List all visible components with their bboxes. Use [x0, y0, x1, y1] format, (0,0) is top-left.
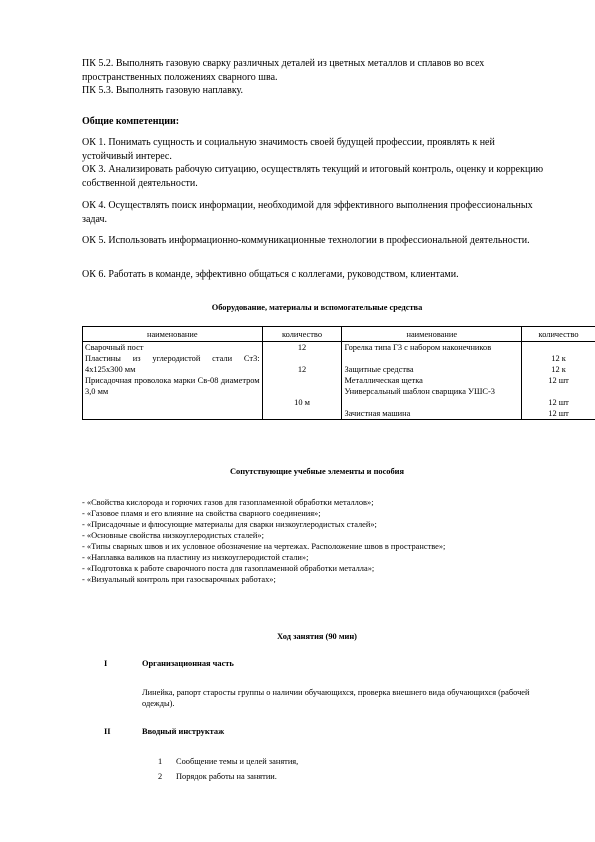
list-item: - «Основные свойства низкоуглеродистых сталей»;: [82, 531, 264, 540]
pk-5-2: ПК 5.2. Выполнять газовую сварку различных деталей из цветных металлов и сплавов во всех пространственных положениях сварного шва.: [82, 58, 485, 83]
section-1-title: Организационная часть: [142, 659, 234, 668]
section-1-text: Линейка, рапорт старосты группы о наличии обучающихся, проверка внешнего вида обучающихся (рабочей одежды).: [142, 688, 530, 708]
table-qty: 12 шт: [548, 376, 569, 385]
step-2-text: Порядок работы на занятии.: [176, 772, 277, 781]
table-item: Металлическая щетка: [344, 376, 423, 385]
aids-title: Сопутствующие учебные элементы и пособия: [229, 467, 405, 476]
table-qty: 12: [297, 365, 307, 374]
header-name-right: наименование: [342, 327, 522, 342]
ok-5: ОК 5. Использовать информационно-коммуникационные технологии в профессиональной деятельности.: [82, 235, 530, 246]
header-qty-left: количество: [262, 327, 342, 342]
general-competencies-heading: Общие компетенции:: [82, 116, 180, 127]
section-2-number: II: [104, 727, 111, 736]
ok-1-3: [82, 136, 544, 190]
section-2-title: Вводный инструктаж: [142, 727, 225, 736]
equipment-title: Оборудование, материалы и вспомогательные средства: [211, 303, 423, 312]
equipment-table: [82, 326, 595, 420]
table-qty: 12 к: [551, 365, 566, 374]
ok-1: ОК 1. Понимать сущность и социальную значимость своей будущей профессии, проявлять к ней устойчивый интерес.: [82, 137, 495, 162]
list-item: - «Визуальный контроль при газосварочных работах»;: [82, 575, 276, 584]
ok-3: ОК 3. Анализировать рабочую ситуацию, осуществлять текущий и итоговый контроль, оценку и коррекцию собственной деятельности.: [82, 164, 544, 189]
list-item: - «Подготовка к работе сварочного поста для газопламенной обработки металла»;: [82, 564, 375, 573]
right-qty-cell: [522, 342, 595, 420]
professional-competencies: [82, 57, 544, 98]
list-item: - «Газовое пламя и его влияние на свойства сварного соединения»;: [82, 509, 321, 518]
list-item: - «Наплавка валиков на пластину из низкоуглеродистой стали»;: [82, 553, 309, 562]
equipment-body-row: [83, 342, 595, 420]
list-item: - «Типы сварных швов и их условное обозначение на чертежах. Расположение швов в пространстве»;: [82, 542, 446, 551]
left-names-cell: [83, 342, 263, 420]
right-names-cell: [342, 342, 522, 420]
table-qty: 10 м: [294, 398, 310, 407]
table-item: Пластины из углеродистой стали Ст3: 4х125х300 мм: [85, 354, 260, 374]
table-item: Универсальный шаблон сварщика УШС-3: [344, 387, 495, 396]
left-qty-cell: [262, 342, 342, 420]
list-item: - «Свойства кислорода и горючих газов для газопламенной обработки металлов»;: [82, 498, 374, 507]
section-1-number: I: [104, 659, 108, 668]
step-1-text: Сообщение темы и целей занятия,: [176, 757, 299, 766]
table-qty: 12 к: [551, 354, 566, 363]
ok-4: ОК 4. Осуществлять поиск информации, необходимой для эффективного выполнения профессиональных задач.: [82, 200, 533, 225]
equipment-header-row: [83, 327, 595, 342]
table-qty: 12 шт: [548, 398, 569, 407]
header-name-left: наименование: [83, 327, 263, 342]
table-item: Сварочный пост: [85, 343, 144, 352]
list-item: - «Присадочные и флюсующие материалы для сварки низкоуглеродистых сталей»;: [82, 520, 377, 529]
ok-6: ОК 6. Работать в команде, эффективно общаться с коллегами, руководством, клиентами.: [82, 269, 459, 280]
step-1-number: 1: [158, 757, 163, 766]
step-2-number: 2: [158, 772, 163, 781]
aids-list: [82, 497, 522, 585]
table-item: Зачистная машина: [344, 409, 411, 418]
table-item: Присадочная проволока марки Св-08 диаметром 3,0 мм: [85, 376, 260, 396]
table-qty: 12: [297, 343, 307, 352]
table-item: Горелка типа Г3 с набором наконечников: [344, 343, 492, 352]
table-qty: 12 шт: [548, 409, 569, 418]
header-qty-right: количество: [522, 327, 595, 342]
lesson-title: Ход занятия (90 мин): [277, 632, 357, 641]
pk-5-3: ПК 5.3. Выполнять газовую наплавку.: [82, 85, 244, 96]
table-item: Защитные средства: [344, 365, 414, 374]
